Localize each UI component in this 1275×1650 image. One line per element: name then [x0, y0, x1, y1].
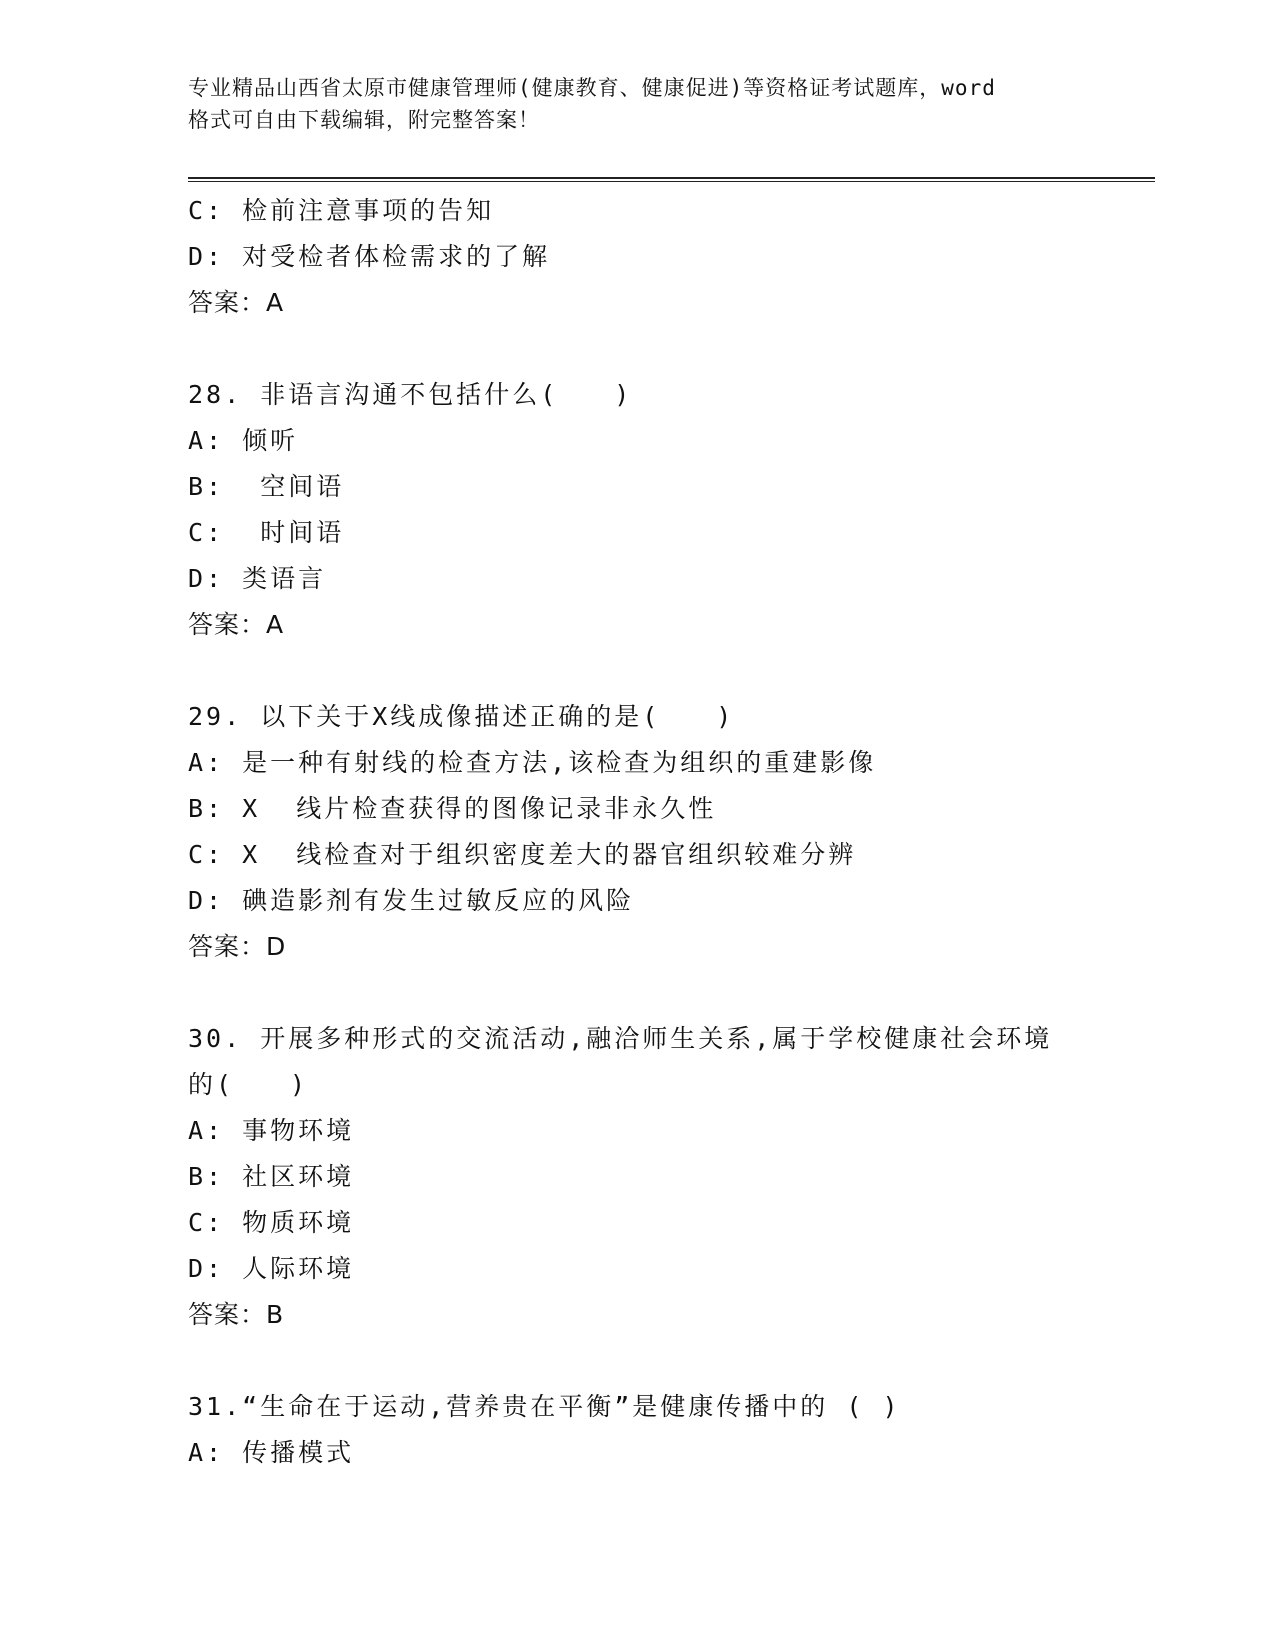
question-stem: 28. 非语言沟通不包括什么( ): [188, 380, 633, 409]
option-a: A: 倾听: [188, 426, 299, 455]
option-b: B: 社区环境: [188, 1162, 355, 1191]
option-b: B: X 线片检查获得的图像记录非永久性: [188, 794, 717, 823]
question-stem: 29. 以下关于X线成像描述正确的是( ): [188, 702, 735, 731]
spacer: [188, 1338, 1088, 1384]
question-list: [188, 188, 1088, 1476]
spacer: [188, 648, 1088, 694]
question-stem-line-2: 的( ): [188, 1070, 309, 1099]
header-rule-thin: [188, 181, 1155, 182]
question-stem: 31.“生命在于运动,营养贵在平衡”是健康传播中的 ( ): [188, 1392, 901, 1421]
header-line-1: 专业精品山西省太原市健康管理师(健康教育、健康促进)等资格证考试题库，word: [188, 76, 996, 100]
option-a: A: 传播模式: [188, 1438, 355, 1467]
header-line-2: 格式可自由下载编辑，附完整答案！: [188, 108, 540, 132]
spacer: [188, 970, 1088, 1016]
option-d: D: 碘造影剂有发生过敏反应的风险: [188, 886, 635, 915]
option-c: C: 时间语: [188, 518, 345, 547]
document-header: [188, 72, 1088, 136]
option-a: A: 是一种有射线的检查方法,该检查为组织的重建影像: [188, 748, 877, 777]
option-d: D: 对受检者体检需求的了解: [188, 242, 551, 271]
option-d: D: 类语言: [188, 564, 327, 593]
question-31: [188, 1384, 1088, 1476]
spacer: [188, 326, 1088, 372]
question-29: [188, 694, 1088, 970]
option-c: C: X 线检查对于组织密度差大的器官组织较难分辨: [188, 840, 857, 869]
option-b: B: 空间语: [188, 472, 345, 501]
answer-line: 答案：A: [188, 288, 285, 317]
answer-line: 答案：A: [188, 610, 285, 639]
option-d: D: 人际环境: [188, 1254, 355, 1283]
header-rule-thick: [188, 177, 1155, 179]
option-c: C: 检前注意事项的告知: [188, 196, 495, 225]
answer-line: 答案：B: [188, 1300, 285, 1329]
question-28: [188, 372, 1088, 648]
option-c: C: 物质环境: [188, 1208, 355, 1237]
question-27-tail: [188, 188, 1088, 326]
option-a: A: 事物环境: [188, 1116, 355, 1145]
answer-line: 答案：D: [188, 932, 287, 961]
question-30: [188, 1016, 1088, 1338]
question-stem-line-1: 30. 开展多种形式的交流活动,融洽师生关系,属于学校健康社会环境: [188, 1024, 1053, 1053]
